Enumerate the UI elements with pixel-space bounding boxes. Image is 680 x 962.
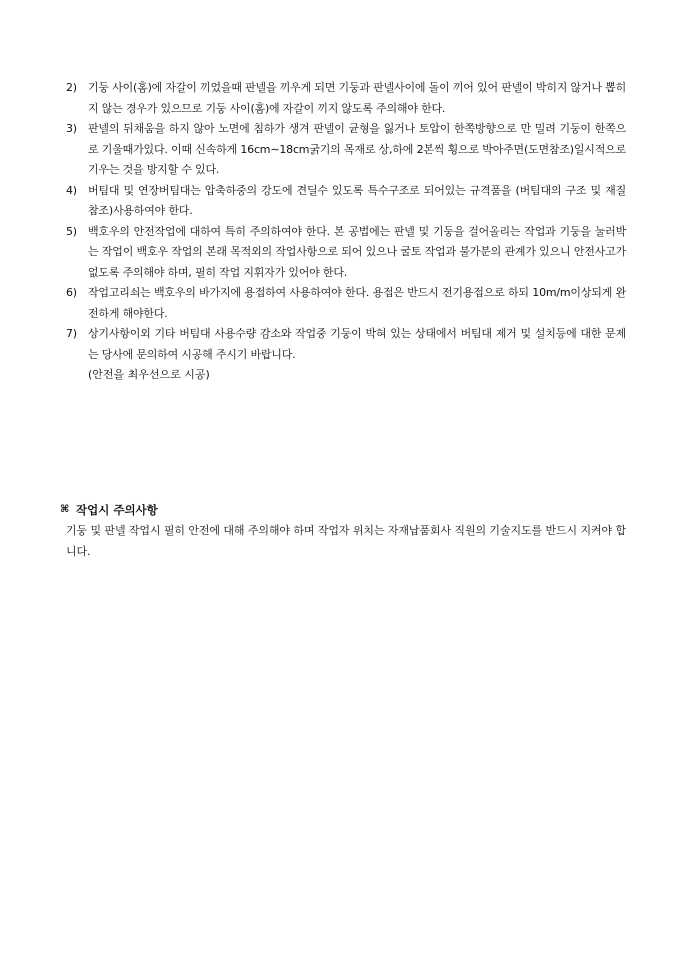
- item-text: 버팀대 및 연장버팀대는 압축하중의 강도에 견딜수 있도록 특수구조로 되어있는 규격품을 (버팀대의 구조 및 재질 참조)사용하여야 한다.: [88, 183, 626, 217]
- item-text: 백호우의 안전작업에 대하여 특히 주의하여야 한다. 본 공법에는 판넬 및 기둥을 걸어올리는 작업과 기둥을 눌러박는 작업이 백호우 작업의 본래 목적외의 작업사항으로 되어 있으나 굴토 작업과 불가분의 관계가 있으니 안전사고가 없도록 주의해야 하며, 필히 작업 지휘자가 있어야 한다.: [88, 224, 626, 279]
- item-text: 작업고리쇠는 백호우의 바가지에 용접하여 사용하여야 한다. 용접은 반드시 전기용접으로 하되 10m/m이상되게 완전하게 해야한다.: [88, 286, 626, 320]
- list-item: [66, 78, 626, 119]
- bullet-mark-icon: ⌘: [60, 504, 70, 515]
- item-text: 기둥 사이(홈)에 자갈이 끼었을때 판넬을 끼우게 되면 기둥과 판넬사이에 돌이 끼어 있어 판넬이 박히지 않거나 뽑히지 않는 경우가 있으므로 기둥 사이(홈)에 자갈이 끼지 않도록 주의해야 한다.: [88, 81, 626, 115]
- item-number: 2): [66, 81, 77, 94]
- item-number: 6): [66, 286, 77, 299]
- item-text: 상기사항이외 기타 버팀대 사용수량 감소와 작업중 기둥이 박혀 있는 상태에서 버팀대 제거 및 설치등에 대한 문제는 당사에 문의하여 시공해 주시기 바랍니다.: [88, 327, 626, 361]
- section-heading: [60, 500, 626, 520]
- section-title: 작업시 주의사항: [76, 503, 158, 517]
- work-precautions-section: [60, 500, 626, 562]
- list-item: [66, 181, 626, 222]
- item-number: 4): [66, 183, 77, 197]
- precaution-list: [66, 78, 626, 386]
- item-number: 3): [66, 122, 77, 135]
- item-number: 7): [66, 327, 77, 340]
- item-number: 5): [66, 224, 77, 238]
- section-body: 기둥 및 판넬 작업시 필히 안전에 대해 주의해야 하며 작업자 위치는 자재납품회사 직원의 기술지도를 반드시 지켜야 합니다.: [66, 524, 626, 558]
- list-item: [66, 283, 626, 324]
- item-text: 판넬의 뒤채움을 하지 않아 노면에 침하가 생겨 판넬이 균형을 잃거나 토압이 한쪽방향으로 만 밀려 기둥이 한쪽으로 기울때가있다. 이때 신속하게 16cm∼18cm굵기의 목재로 상,하에 2본씩 횡으로 박아주면(도면참조)일시적으로 기우는 것을 방지할 수 있다.: [88, 122, 626, 176]
- list-item: [66, 222, 626, 284]
- list-item: [66, 119, 626, 181]
- safety-note: (안전을 최우선으로 시공): [88, 368, 210, 381]
- list-item: [66, 324, 626, 365]
